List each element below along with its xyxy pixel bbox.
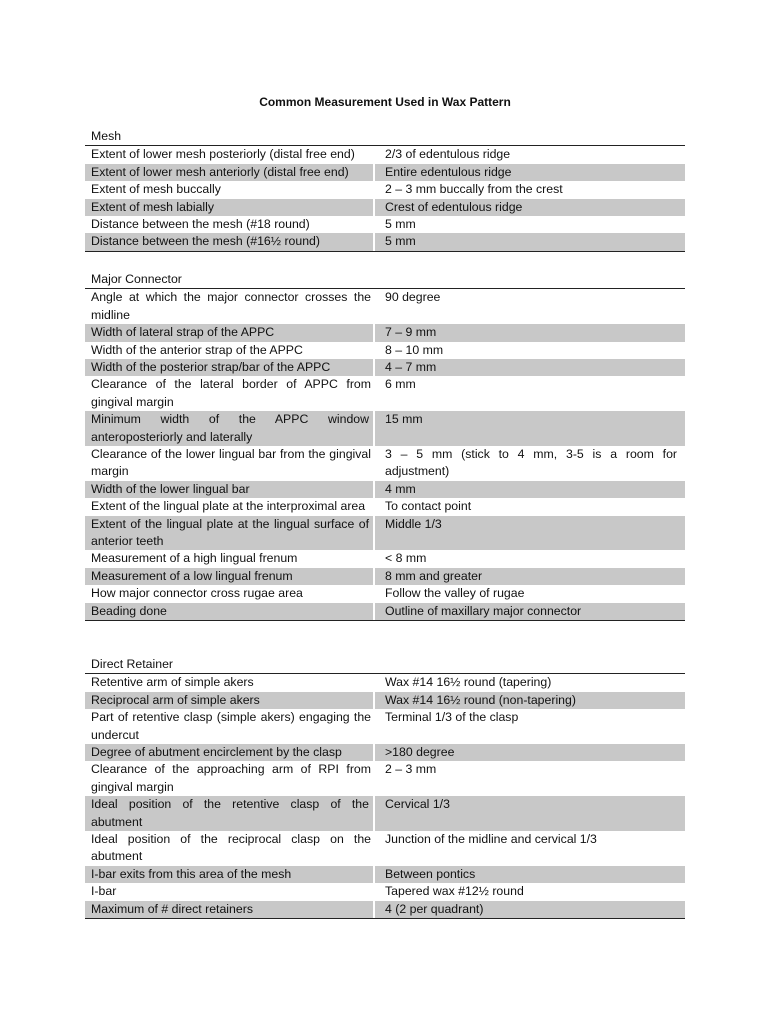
table-row bbox=[85, 324, 685, 341]
measurement-label: Part of retentive clasp (simple akers) engaging the undercut bbox=[91, 710, 371, 742]
measurement-label: Reciprocal arm of simple akers bbox=[85, 692, 375, 709]
measurement-value: 2 – 3 mm bbox=[385, 762, 437, 777]
table-row bbox=[85, 359, 685, 376]
measurement-value: Terminal 1/3 of the clasp bbox=[385, 710, 519, 725]
measurement-value: Middle 1/3 bbox=[385, 516, 442, 531]
table-row bbox=[85, 603, 685, 620]
measurement-label: Degree of abutment encirclement by the clasp bbox=[85, 744, 375, 761]
measurement-label: Measurement of a high lingual frenum bbox=[91, 551, 298, 566]
table-row bbox=[85, 901, 685, 918]
table-bottom-rule bbox=[85, 620, 685, 621]
table-row bbox=[85, 199, 685, 216]
measurement-label: Clearance of the approaching arm of RPI from gingival margin bbox=[91, 762, 371, 794]
table-row bbox=[85, 164, 685, 181]
table-row bbox=[85, 411, 685, 446]
measurement-label: Minimum width of the APPC window anteroposteriorly and laterally bbox=[85, 411, 375, 446]
measurement-label: Clearance of the lower lingual bar from the gingival margin bbox=[91, 446, 371, 479]
measurement-label: Width of the posterior strap/bar of the APPC bbox=[85, 359, 375, 376]
table-bottom-rule bbox=[85, 918, 685, 919]
measurement-label: Extent of mesh buccally bbox=[91, 182, 221, 197]
measurement-label: Measurement of a low lingual frenum bbox=[85, 568, 375, 585]
measurement-value: 8 mm and greater bbox=[385, 568, 483, 583]
measurement-value: 2 – 3 mm buccally from the crest bbox=[385, 182, 563, 197]
measurement-label: Maximum of # direct retainers bbox=[85, 901, 375, 918]
section-title: Major Connector bbox=[91, 272, 182, 286]
document-title: Common Measurement Used in Wax Pattern bbox=[259, 95, 511, 109]
table-row bbox=[85, 761, 685, 796]
measurement-value: 5 mm bbox=[385, 234, 416, 249]
measurement-value: 15 mm bbox=[385, 412, 423, 427]
measurement-value: Outline of maxillary major connector bbox=[385, 603, 582, 618]
measurement-value: 4 (2 per quadrant) bbox=[385, 901, 484, 916]
measurement-label: I-bar exits from this area of the mesh bbox=[85, 866, 375, 883]
measurement-value: Junction of the midline and cervical 1/3 bbox=[385, 831, 597, 846]
measurement-value: 5 mm bbox=[385, 216, 416, 231]
measurement-label: Beading done bbox=[85, 603, 375, 620]
table-row bbox=[85, 233, 685, 250]
measurement-label: Retentive arm of simple akers bbox=[91, 675, 254, 690]
table-row bbox=[85, 181, 685, 198]
measurement-value: Between pontics bbox=[385, 866, 476, 881]
measurement-label: How major connector cross rugae area bbox=[91, 586, 303, 601]
measurement-value: 2/3 of edentulous ridge bbox=[385, 147, 511, 162]
measurement-value: Tapered wax #12½ round bbox=[385, 884, 524, 899]
table-row bbox=[85, 550, 685, 567]
table-row bbox=[85, 866, 685, 883]
measurement-label: Angle at which the major connector crosses the midline bbox=[91, 290, 371, 322]
measurement-value: 90 degree bbox=[385, 290, 441, 305]
table-row bbox=[85, 674, 685, 691]
measurement-value: < 8 mm bbox=[385, 551, 427, 566]
measurement-value: 6 mm bbox=[385, 377, 416, 392]
measurement-label: Distance between the mesh (#16½ round) bbox=[85, 233, 375, 250]
measurement-value: Follow the valley of rugae bbox=[385, 586, 525, 601]
measurement-value: Cervical 1/3 bbox=[385, 797, 450, 812]
table-row bbox=[85, 585, 685, 602]
measurement-label: Extent of lower mesh posteriorly (distal free end) bbox=[91, 147, 355, 162]
measurement-label: Extent of mesh labially bbox=[85, 199, 375, 216]
measurement-label: Extent of the lingual plate at the interproximal area bbox=[91, 499, 366, 514]
table-row bbox=[85, 831, 685, 866]
measurement-label: Distance between the mesh (#18 round) bbox=[91, 216, 310, 231]
table-row bbox=[85, 744, 685, 761]
measurement-value: 8 – 10 mm bbox=[385, 342, 444, 357]
table-row bbox=[85, 216, 685, 233]
table-row bbox=[85, 516, 685, 551]
table-row bbox=[85, 709, 685, 744]
measurement-label: Ideal position of the reciprocal clasp on the abutment bbox=[91, 831, 371, 864]
table-row bbox=[85, 342, 685, 359]
section-mesh bbox=[85, 128, 685, 252]
measurement-value: 7 – 9 mm bbox=[385, 325, 437, 340]
measurement-value: >180 degree bbox=[385, 744, 455, 759]
measurement-label: Width of the lower lingual bar bbox=[85, 481, 375, 498]
measurement-value: 3 – 5 mm (stick to 4 mm, 3-5 is a room for adjustment) bbox=[385, 446, 677, 479]
table-row bbox=[85, 692, 685, 709]
table-row bbox=[85, 146, 685, 163]
measurement-label: Width of lateral strap of the APPC bbox=[85, 324, 375, 341]
table-row bbox=[85, 568, 685, 585]
section-title: Direct Retainer bbox=[91, 657, 174, 671]
measurement-label: Ideal position of the retentive clasp of the abutment bbox=[85, 796, 375, 831]
measurement-value: 4 mm bbox=[385, 481, 416, 496]
measurement-value: Crest of edentulous ridge bbox=[385, 199, 523, 214]
measurement-value: Wax #14 16½ round (non-tapering) bbox=[385, 692, 576, 707]
measurement-label: Clearance of the lateral border of APPC from gingival margin bbox=[91, 377, 371, 409]
measurement-label: Extent of the lingual plate at the lingual surface of anterior teeth bbox=[85, 516, 375, 551]
table-row bbox=[85, 376, 685, 411]
table-row bbox=[85, 289, 685, 324]
section-title: Mesh bbox=[91, 129, 122, 143]
section-direct-retainer bbox=[85, 656, 685, 919]
table-row bbox=[85, 498, 685, 515]
table-row bbox=[85, 446, 685, 481]
measurement-label: Width of the anterior strap of the APPC bbox=[91, 342, 303, 357]
measurement-label: I-bar bbox=[91, 884, 117, 899]
table-row bbox=[85, 883, 685, 900]
measurement-label: Extent of lower mesh anteriorly (distal free end) bbox=[85, 164, 375, 181]
measurement-value: Entire edentulous ridge bbox=[385, 164, 512, 179]
section-major-connector bbox=[85, 271, 685, 621]
table-row bbox=[85, 481, 685, 498]
measurement-value: Wax #14 16½ round (tapering) bbox=[385, 675, 552, 690]
measurement-value: To contact point bbox=[385, 499, 472, 514]
measurement-value: 4 – 7 mm bbox=[385, 359, 437, 374]
table-row bbox=[85, 796, 685, 831]
table-bottom-rule bbox=[85, 251, 685, 252]
